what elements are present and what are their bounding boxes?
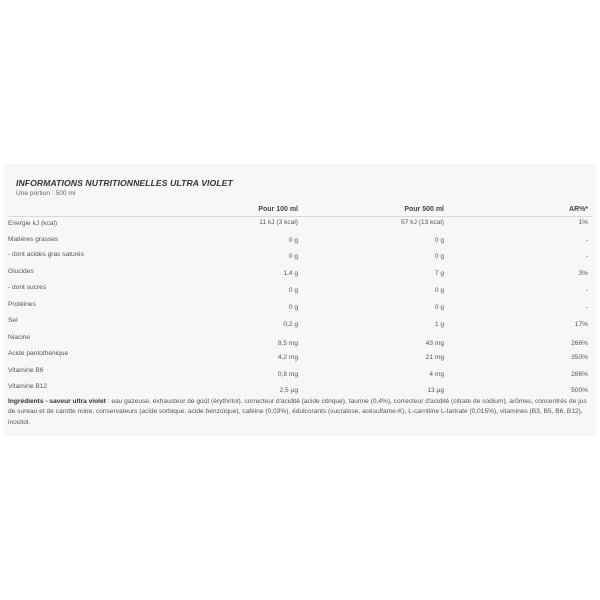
ingredients-heading: Ingrédients - saveur ultra violet [8, 398, 106, 405]
nutrient-label: Sel [8, 317, 18, 324]
nutrient-label: Vitamine B6 [8, 367, 44, 374]
value-per-100ml: 2,5 µg [279, 387, 298, 394]
value-per-500ml: 0 g [434, 237, 444, 244]
value-per-100ml: 4,2 mg [277, 354, 298, 361]
nutrition-title: INFORMATIONS NUTRITIONNELLES ULTRA VIOLET [16, 178, 233, 188]
value-per-100ml: 8,5 mg [277, 340, 298, 347]
value-ar-percent: - [585, 304, 588, 311]
value-ar-percent: 500% [571, 387, 588, 394]
nutrition-panel [4, 164, 596, 436]
nutrient-label: - dont sucres [8, 284, 47, 291]
value-per-100ml: 0,2 g [283, 321, 298, 328]
value-per-100ml: 0 g [288, 253, 298, 260]
value-per-500ml: 43 mg [425, 340, 444, 347]
value-per-100ml: 0,8 mg [277, 371, 298, 378]
value-per-100ml: 11 kJ (3 kcal) [259, 219, 298, 226]
value-per-500ml: 1 g [434, 321, 444, 328]
nutrient-label: Niacine [8, 334, 30, 341]
nutrient-label: Acide pantothénique [8, 350, 69, 357]
ingredients-text [8, 397, 592, 428]
value-per-100ml: 0 g [288, 237, 298, 244]
value-per-500ml: 7 g [434, 270, 444, 277]
nutrient-label: - dont acides gras saturés [8, 251, 84, 258]
ingredients-list: : eau gazeuse, exhausteur de goût (érythritol), correcteur d'acidité (acide citrique), taurine (0,4%), correcteur d'acidité (citrate de sodium), arômes, concentrés de jus de sureau et de carotte noire, conservateurs (acide sorbique, acide benzoïque), caféine (0,03%), édulcorants (sucralose, acésulfame-K), L-carnitine L-tartrate (0,015%), vitamines (B3, B5, B6, B12), inositol. [8, 398, 587, 426]
value-ar-percent: - [585, 253, 588, 260]
value-ar-percent: 286% [571, 371, 588, 378]
value-ar-percent: - [585, 237, 588, 244]
value-per-100ml: 0 g [288, 304, 298, 311]
value-per-500ml: 0 g [434, 253, 444, 260]
value-per-500ml: 57 kJ (13 kcal) [401, 219, 444, 226]
nutrient-label: Protéines [8, 301, 36, 308]
value-ar-percent: 266% [571, 340, 588, 347]
value-ar-percent: 17% [574, 321, 588, 328]
nutrient-label: Energie kJ (kcal) [8, 220, 58, 227]
header-per-100ml: Pour 100 ml [258, 206, 298, 213]
header-ar: AR%* [568, 206, 588, 213]
header-divider [8, 216, 592, 217]
nutrient-label: Vitamine B12 [8, 383, 48, 390]
value-per-500ml: 21 mg [425, 354, 444, 361]
value-ar-percent: 1% [578, 219, 588, 226]
value-per-100ml: 0 g [288, 287, 298, 294]
value-per-500ml: 13 µg [427, 387, 444, 394]
value-per-100ml: 1,4 g [283, 270, 298, 277]
nutrient-label: Glucides [8, 268, 34, 275]
portion-size: Une portion : 500 ml [16, 190, 76, 197]
value-ar-percent: - [585, 287, 588, 294]
value-per-500ml: 0 g [434, 287, 444, 294]
value-per-500ml: 0 g [434, 304, 444, 311]
value-per-500ml: 4 mg [429, 371, 444, 378]
nutrient-label: Matières grasses [8, 236, 59, 243]
value-ar-percent: 350% [571, 354, 588, 361]
value-ar-percent: 3% [578, 270, 588, 277]
header-per-500ml: Pour 500 ml [404, 206, 444, 213]
